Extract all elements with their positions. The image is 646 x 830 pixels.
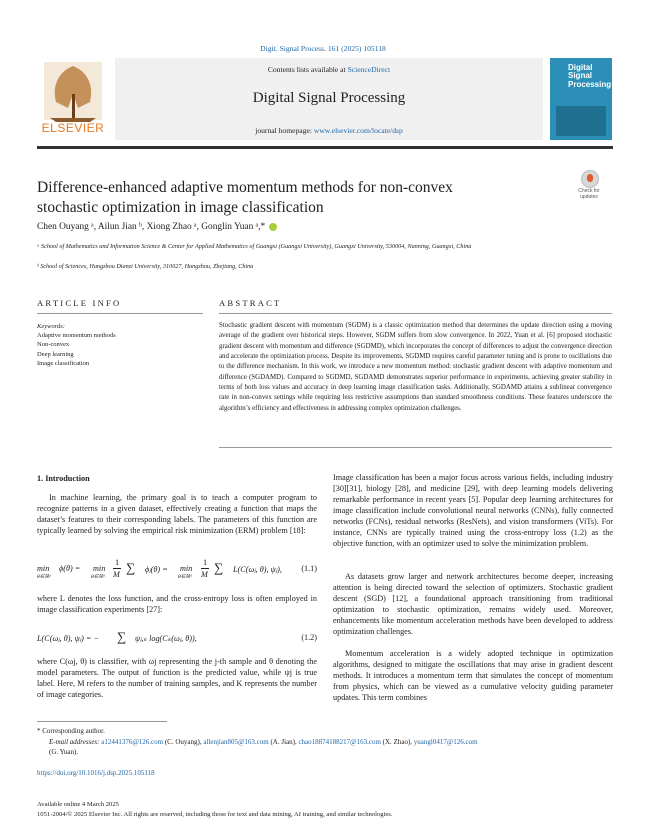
intro-right-paragraph-1: Image classification has been a major focus across various fields, including industry [30][31], biology [28], and medicine [29], with deep learning models delivering remarkable performance in recent years [5]. Popular deep learning architectures for image classification include convolutional neural networks (CNNs), fully connected networks (FCNs), residual networks (ResNets), and vision transformers (ViTs). For instance, CNNs are typically trained using the cross-entropy loss (1.2) as the objective function, with an optimizer used to solve the minimization problem. [333,473,613,549]
keyword: Image classification [37,359,90,367]
check-for-updates-badge[interactable]: Check for updates [572,170,606,204]
footnote: * Corresponding author. E-mail addresses: a12441376@126.com (C. Ouyang), allenjian805@163.com (A. Jian), chao18874188217@163.com (X. Zhao), yuangl0417@126.com (G. Yuan). [37,726,613,758]
contents-line: Contents lists available at ScienceDirect [267,65,391,74]
equation-1-2: L(C(ωⱼ, θ), ψⱼ) = − ∑ ψⱼ,ₖ log(Cₖ(ωⱼ, θ)), (1.2) [37,629,317,644]
available-online: Available online 4 March 2025 [37,801,119,808]
abstract-text: Stochastic gradient descent with momentum (SGDM) is a classic optimization method that determines the update direction using a moving average of the gradient over historical steps. However, SGDM suffers from slow convergence. In 2022, Yuan et al. [6] proposed stochastic gradient descent with momentum and difference (SGDMD), which incorporates the concept of differences to adjust the convergence direction and accelerate the optimization process. Despite its improvements, SGDMD requires careful parameter tuning and is prone to oscillations due to the difference mechanism. In this work, we introduce a new momentum method: stochastic gradient descent with adaptive momentum and difference (SGDAMD). Compared to SGDMD, SGDAMD demonstrates superior performance in experiments, achieving greater stability in terms of both loss values and accuracy in deep learning image classification tasks. Additionally, SGDAMD attains a sublinear convergence rate in non-convex settings while requiring less restrictive assumptions than standard smoothness conditions. These features underscore the algorithm’s efficiency and effectiveness in addressing complex optimization challenges. [219,322,612,412]
cover-line: Signal [568,71,593,81]
journal-cover[interactable] [550,58,612,140]
affiliation-b: ᵇ School of Sciences, Hangzhou Dianzi University, 310027, Hangzhou, Zhejiang, China [37,263,254,270]
homepage-link[interactable]: www.elsevier.com/locate/dsp [313,126,403,135]
check-updates-icon [581,170,599,188]
abstract-heading: ABSTRACT [219,298,282,308]
equation-1-1: min θ∈ℝᵈ ϕ(θ) = min θ∈ℝᵈ 1 M ∑ ϕⱼ(θ) = min θ∈ℝᵈ 1 M ∑ L(C(ωⱼ, θ), ψⱼ), (1.1) [37,558,317,580]
intro-paragraph-3: where C(ωj, θ) is classifier, with ωj representing the j-th sample and θ denoting the model parameters. The output of function is the predicted value, while ψj is true label. Here, M refers to the number of training samples, and K represents the number of image categories. [37,657,317,700]
copyright-notice: 1051-2004/© 2025 Elsevier Inc. All rights are reserved, including those for text and data mining, AI training, and similar technologies. [37,811,393,818]
cover-line: Processing [568,79,612,89]
email-link[interactable]: allenjian805@163.com [203,737,269,746]
article-info-heading: ARTICLE INFO [37,298,122,308]
cover-line: Digital [568,63,593,72]
journal-homepage: journal homepage: www.elsevier.com/locate/dsp [255,126,403,135]
email-link[interactable]: a12441376@126.com [101,737,164,746]
orcid-icon[interactable] [269,223,277,231]
journal-title: Digital Signal Processing [252,90,406,106]
affiliation-a: ᵃ School of Mathematics and Information Science & Center for Applied Mathematics of Guangxi (Guangxi University), Guangxi University, 530004, Nanning, Guangxi, China [37,243,472,250]
elsevier-wordmark: ELSEVIER [41,121,105,135]
intro-right-paragraph-2: As datasets grow larger and network architectures become deeper, increasing attention is being directed toward the selection of optimizers. Stochastic gradient descent (SGD) [12], a foundational approach transitioning from traditional optimization to stochastic optimization, remains widely used. Moreover, enhancements like momentum acceleration methods have been developed to address optimization challenges. [333,572,613,637]
corresponding-author-note: * Corresponding author. [37,727,105,735]
journal-reference[interactable]: Digit. Signal Process. 161 (2025) 105118 [260,44,386,53]
keyword: Adaptive momentum methods [37,332,116,340]
keyword: Deep learning [37,350,74,358]
sciencedirect-link[interactable]: ScienceDirect [347,65,391,74]
intro-paragraph-1: In machine learning, the primary goal is to teach a computer program to recognize patterns in a given dataset, effectively creating a function that maps the dataset’s features to their corresponding labels. The parameters of this function are typically learned by solving the empirical risk minimization (ERM) problem [18]: [37,493,317,536]
section-heading: 1. Introduction [37,474,90,483]
email-link[interactable]: yuangl0417@126.com [413,737,478,746]
email-link[interactable]: chao18874188217@163.com [298,737,381,746]
elsevier-logo [38,58,108,140]
intro-right-paragraph-3: Momentum acceleration is a widely adopted technique in optimization algorithms, designed to mitigate the oscillations that may arise in gradient descent methods. It introduces a momentum term that simulates the concept of momentum from physics, which can be viewed as a cumulative velocity guiding parameter updates. This term combines [333,649,613,703]
keyword: Non-convex [37,341,70,349]
doi-link[interactable]: https://doi.org/10.1016/j.dsp.2025.105118 [37,769,155,777]
keywords-list: Keywords: Adaptive momentum methods Non-convex Deep learning Image classification [37,323,116,367]
authors: Chen Ouyang ᵃ, Ailun Jian ᵇ, Xiong Zhao ᵃ, Gonglin Yuan ᵃ,* [37,222,277,232]
intro-paragraph-2: where L denotes the loss function, and the cross-entropy loss is often employed in image classification experiments [27]: [37,594,317,615]
article-title: Difference-enhanced adaptive momentum methods for non-convex stochastic optimization in image classification [37,179,453,216]
